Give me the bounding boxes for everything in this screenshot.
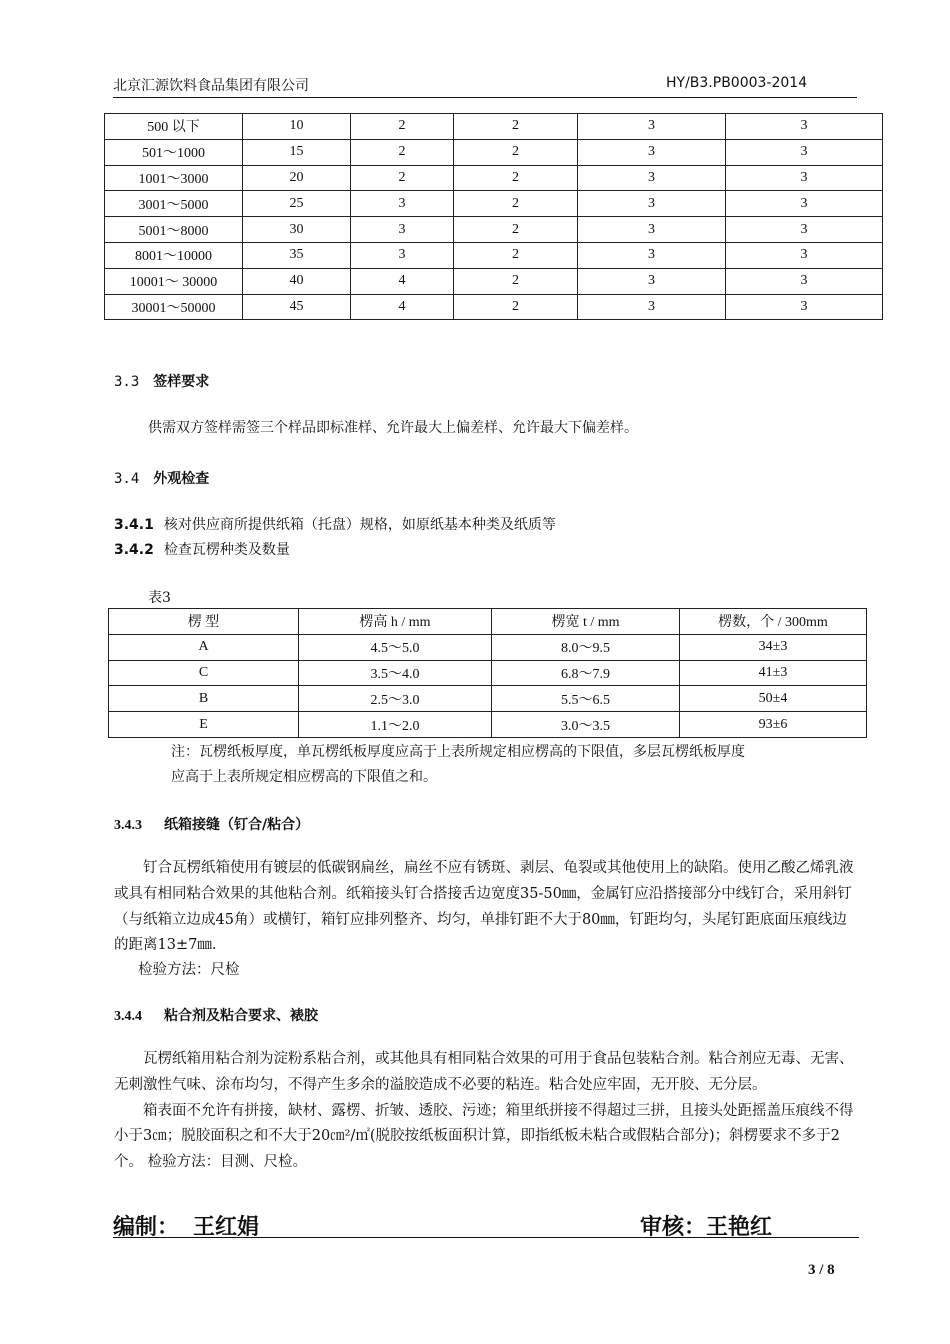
section-number: 3.4.3: [114, 818, 142, 833]
table-cell: 2.5～3.0: [299, 686, 492, 712]
section-title: 纸箱接缝（钉合/粘合）: [164, 817, 310, 833]
table-cell: A: [109, 634, 299, 660]
table-cell: 5001～8000: [105, 217, 243, 243]
table-cell: 3: [726, 268, 883, 294]
signature-divider: [113, 1237, 859, 1238]
table-row: [105, 217, 883, 243]
paragraph: 瓦楞纸箱用粘合剂为淀粉系粘合剂，或其他具有相同粘合效果的可用于食品包装粘合剂。粘合剂应无毒、无害、无刺激性气味、涂布均匀，不得产生多余的溢胶造成不必要的粘连。粘合处应牢固，无开胶、无分层。: [114, 1051, 854, 1093]
header-divider: [113, 97, 857, 98]
table-cell: E: [109, 712, 299, 738]
table3-caption: 表3: [148, 590, 171, 606]
section-title: 签样要求: [153, 374, 210, 390]
review-name: 王艳红: [706, 1215, 773, 1240]
subsection-3-4-2: [114, 539, 290, 559]
table-cell: 3: [578, 217, 726, 243]
table-cell: 4.5～5.0: [299, 634, 492, 660]
table-cell: 2: [454, 165, 578, 191]
table-cell: 30001～50000: [105, 294, 243, 320]
table-cell: 3: [726, 217, 883, 243]
compiled-label: 编制：: [113, 1215, 180, 1240]
table-row: [105, 114, 883, 140]
table3-note-line1: 注：瓦楞纸板厚度，单瓦楞纸板厚度应高于上表所规定相应楞高的下限值，多层瓦楞纸板厚度: [171, 744, 745, 760]
table-row: [105, 268, 883, 294]
table-cell: 3: [726, 139, 883, 165]
section-3-4-3-heading: [114, 814, 309, 834]
table-cell: 3: [726, 242, 883, 268]
section-3-4-3-method: 检验方法：尺检: [138, 962, 240, 978]
header-flute-height: 楞高 h / mm: [299, 609, 492, 635]
table-row: [105, 139, 883, 165]
table-cell: 6.8～7.9: [492, 660, 680, 686]
table-cell: 1001～3000: [105, 165, 243, 191]
table-cell: 10: [243, 114, 351, 140]
table-row: [109, 634, 867, 660]
table-cell: 3: [726, 191, 883, 217]
table-cell: 2: [454, 191, 578, 217]
table-cell: 8.0～9.5: [492, 634, 680, 660]
table-cell: 1.1～2.0: [299, 712, 492, 738]
subsection-text: 检查瓦楞种类及数量: [163, 542, 290, 558]
table-cell: 3.0～3.5: [492, 712, 680, 738]
header-company: 北京汇源饮料食品集团有限公司: [113, 78, 309, 94]
paragraph: 钉合瓦楞纸箱使用有镀层的低碳钢扁丝，扁丝不应有锈斑、剥层、龟裂或其他使用上的缺陷。使用乙酸乙烯乳液或具有相同粘合效果的其他粘合剂。纸箱接头钉合搭接舌边宽度35-50㎜，金属钉应沿搭接部分中线钉合，采用斜钉（与纸箱立边成45角）或横钉，箱钉应排列整齐、均匀，单排钉距不大于80㎜，钉距均匀，头尾钉距底面压痕线边的距离13±7㎜.: [114, 860, 854, 954]
table-cell: 50±4: [680, 686, 867, 712]
table-cell: 34±3: [680, 634, 867, 660]
subsection-number: 3.4.2: [114, 542, 154, 558]
table-cell: 3001～5000: [105, 191, 243, 217]
section-3-4-3-body: [114, 856, 860, 959]
section-3-3-heading: [114, 371, 209, 391]
header-flute-count: 楞数，个 / 300mm: [680, 609, 867, 635]
table-cell: 3: [578, 191, 726, 217]
table-cell: 2: [454, 217, 578, 243]
table-cell: 2: [454, 114, 578, 140]
section-3-4-4-heading: [114, 1005, 318, 1025]
table-cell: 2: [351, 165, 454, 191]
table-cell: 30: [243, 217, 351, 243]
section-3-3-text: 供需双方签样需签三个样品即标准样、允许最大上偏差样、允许最大下偏差样。: [148, 420, 638, 436]
table-cell: 501～1000: [105, 139, 243, 165]
table3-note-line2: 应高于上表所规定相应楞高的下限值之和。: [171, 769, 437, 785]
table-row: [105, 165, 883, 191]
table-cell: 15: [243, 139, 351, 165]
table-header-row: [109, 609, 867, 635]
table-cell: 45: [243, 294, 351, 320]
table-cell: 4: [351, 294, 454, 320]
table-cell: 40: [243, 268, 351, 294]
page-number: 3 / 8: [808, 1262, 835, 1278]
table-cell: 3: [578, 294, 726, 320]
table-cell: 3.5～4.0: [299, 660, 492, 686]
section-title: 粘合剂及粘合要求、裱胶: [164, 1008, 318, 1024]
subsection-number: 3.4.1: [114, 517, 154, 533]
table-cell: 3: [578, 165, 726, 191]
table-row: [109, 712, 867, 738]
header-flute-width: 楞宽 t / mm: [492, 609, 680, 635]
review-label: 审核：: [640, 1215, 707, 1240]
table-row: [105, 191, 883, 217]
table-cell: C: [109, 660, 299, 686]
paragraph: 箱表面不允许有拼接，缺材、露楞、折皱、透胶、污迹；箱里纸拼接不得超过三拼，且接头处距摇盖压痕线不得小于3㎝；脱胶面积之和不大于20㎝²/㎡(脱胶按纸板面积计算，即指纸板未粘合或假粘合部分)；斜楞要求不多于2个。 检验方法：目测、尺检。: [114, 1102, 854, 1171]
table-row: [109, 660, 867, 686]
table-cell: 3: [351, 217, 454, 243]
table-row: [109, 686, 867, 712]
table-cell: 3: [726, 294, 883, 320]
header-doc-code: HY/B3.PB0003-2014: [666, 75, 808, 91]
section-3-4-4-body: [114, 1047, 860, 1176]
subsection-3-4-1: [114, 514, 556, 534]
section-title: 外观检查: [153, 471, 210, 487]
table-cell: 3: [726, 114, 883, 140]
table-cell: 3: [578, 268, 726, 294]
table-cell: 2: [454, 294, 578, 320]
table-cell: 2: [351, 114, 454, 140]
table-cell: 41±3: [680, 660, 867, 686]
flute-table: [108, 608, 867, 738]
table-cell: 3: [351, 242, 454, 268]
section-3-4-heading: [114, 468, 209, 488]
subsection-text: 核对供应商所提供纸箱（托盘）规格，如原纸基本种类及纸质等: [163, 517, 556, 533]
table-cell: 20: [243, 165, 351, 191]
table-cell: 2: [454, 268, 578, 294]
table-cell: 3: [578, 139, 726, 165]
compiled-name: 王红娟: [193, 1215, 260, 1240]
table-cell: 35: [243, 242, 351, 268]
table-cell: 3: [351, 191, 454, 217]
table-cell: 4: [351, 268, 454, 294]
table-row: [105, 294, 883, 320]
table-cell: 10001～ 30000: [105, 268, 243, 294]
section-number: 3.3: [114, 374, 140, 390]
table-cell: 500 以下: [105, 114, 243, 140]
table-cell: 8001～10000: [105, 242, 243, 268]
table-cell: 2: [454, 242, 578, 268]
section-number: 3.4.4: [114, 1009, 142, 1024]
table-cell: B: [109, 686, 299, 712]
table-cell: 2: [454, 139, 578, 165]
section-number: 3.4: [114, 471, 140, 487]
table-cell: 93±6: [680, 712, 867, 738]
table-cell: 3: [578, 242, 726, 268]
table-cell: 5.5～6.5: [492, 686, 680, 712]
table-row: [105, 242, 883, 268]
table-cell: 2: [351, 139, 454, 165]
header-flute-type: 楞 型: [109, 609, 299, 635]
table-cell: 3: [578, 114, 726, 140]
table-cell: 3: [726, 165, 883, 191]
table-cell: 25: [243, 191, 351, 217]
sampling-table: [104, 113, 883, 320]
